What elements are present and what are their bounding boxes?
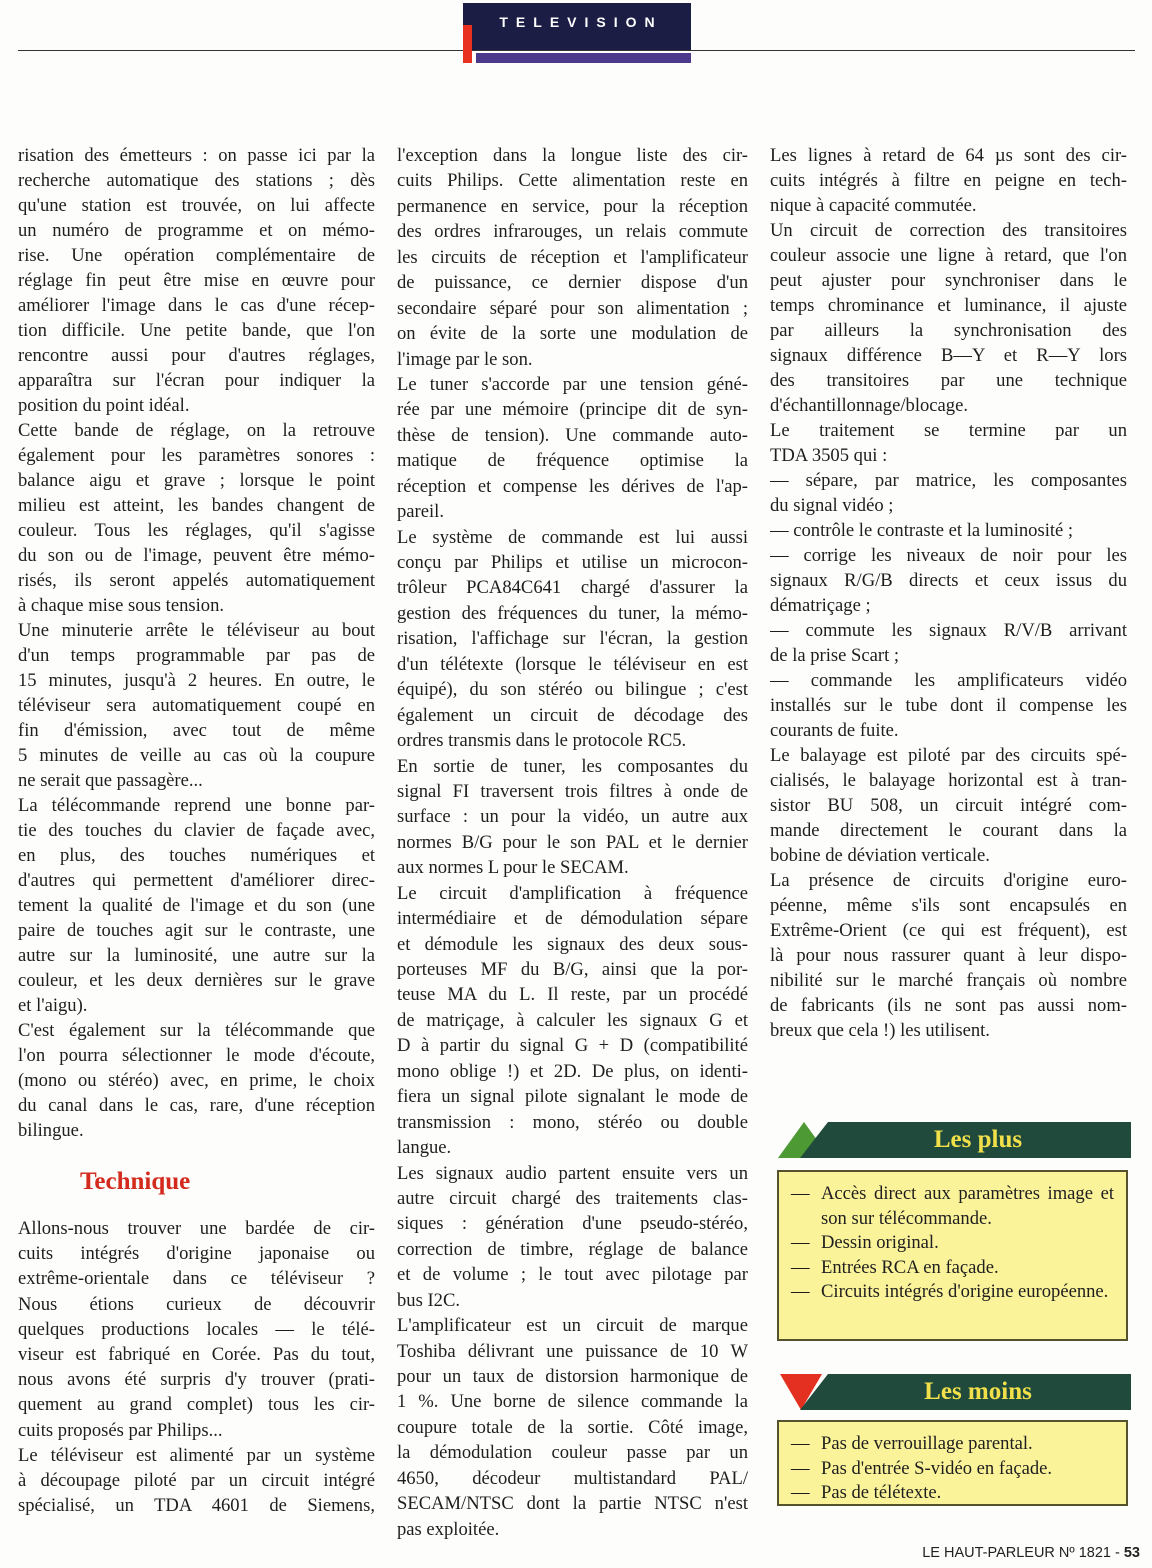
banner-red-accent — [463, 25, 472, 63]
text-line: du signal vidéo ; — [770, 495, 894, 516]
list-item-text: Circuits intégrés d'origine européenne. — [821, 1281, 1109, 1302]
text-line: du canal dans le cas, rare, d'une réception — [18, 1095, 375, 1116]
text-line: secondaire séparé pour son alimentation ; — [397, 297, 748, 319]
text-line: d'un télétexte (lorsque le téléviseur en est — [397, 653, 748, 675]
text-line: des ordres infrarouges, un relais commute — [397, 221, 748, 243]
text-line: de fabricants (ils ne sont pas aussi nom- — [770, 995, 1127, 1016]
text-line: mande directement le courant dans la — [770, 820, 1127, 841]
text-line: de puissance, ce dernier dispose d'un — [397, 272, 748, 294]
text-line: à chaque mise sous tension. — [18, 595, 225, 616]
text-line: 15 minutes, jusqu'à 2 heures. En outre, le — [18, 670, 375, 691]
dash-bullet: — — [791, 1482, 810, 1503]
text-line: (mono ou stéréo) avec, en prime, le choix — [18, 1070, 375, 1091]
text-line: couleur associe une ligne à retard, que l'on — [770, 245, 1127, 266]
list-item-text: Pas de verrouillage parental. — [821, 1433, 1033, 1454]
text-line: d'autres qui permettent d'améliorer direc- — [18, 870, 375, 891]
text-line: aux normes L pour le SECAM. — [397, 857, 629, 879]
text-line: également pour les paramètres sonores : — [18, 445, 375, 466]
text-line: quelques productions locales — le télé- — [18, 1318, 375, 1340]
text-line: ordres transmis dans le protocole RC5. — [397, 730, 687, 752]
text-line: Une minuterie arrête le téléviseur au bout — [18, 620, 375, 641]
text-line: pour un taux de distorsion harmonique de — [397, 1366, 748, 1387]
text-line: qu'une station est trouvée, on lui affecte — [18, 195, 375, 216]
text-line: par ailleurs la synchronisation des — [770, 320, 1127, 341]
text-line: là pour nous rassurer quant à leur dispo- — [770, 945, 1127, 966]
dash-bullet: — — [791, 1256, 810, 1278]
text-line: — corrige les niveaux de noir pour les — [770, 545, 1127, 566]
text-line: autre sur la luminosité, une autre sur la — [18, 945, 375, 966]
text-line: Le circuit d'amplification à fréquence — [397, 882, 748, 904]
text-line: Un circuit de correction des transitoires — [770, 220, 1127, 241]
page-number: 53 — [1123, 1545, 1140, 1561]
text-line: Extrême-Orient (ce qui est fréquent), est — [770, 920, 1127, 941]
text-line: risés, ils seront appelés automatiquement — [18, 570, 375, 591]
text-line: téléviseur sera automatiquement coupé en — [18, 695, 375, 716]
text-line: transmission : mono, stéréo ou double — [397, 1111, 748, 1133]
page-footer — [922, 1545, 1140, 1561]
text-line: recherche automatique des stations ; dès — [18, 170, 375, 191]
plus-list-item — [791, 1256, 1114, 1281]
text-line: la démodulation couleur passe par un — [397, 1442, 748, 1464]
text-line: autre circuit chargé des traitements clas- — [397, 1187, 748, 1209]
text-line: milieu est atteint, les bandes changent de — [18, 495, 375, 516]
text-line: temps chrominance et luminance, il ajuste — [770, 295, 1127, 316]
text-line: ne serait que passagère... — [18, 770, 203, 791]
text-line: équipé), du son stéréo ou bilingue ; c'est — [397, 679, 748, 701]
text-line: La présence de circuits d'origine euro- — [770, 870, 1127, 891]
text-line: viseur est fabriqué en Corée. Pas du tout, — [18, 1343, 375, 1365]
dash-bullet: — — [791, 1281, 810, 1302]
section-title: TELEVISION — [499, 14, 663, 30]
text-line: cuits intégrés à filtre en peigne en tech- — [770, 170, 1127, 191]
text-line: D à partir du signal G + D (compatibilité — [397, 1035, 748, 1057]
text-line: siques : génération d'une pseudo-stéréo, — [397, 1213, 748, 1235]
text-line: teuse MA du L. Il reste, par un procédé — [397, 984, 748, 1006]
text-line: tie des touches du clavier de façade avec, — [18, 820, 375, 841]
text-line: d'un temps programmable par pas de — [18, 645, 375, 666]
text-line: réglage fin peut être mise en œuvre pour — [18, 270, 375, 291]
list-item-text: Entrées RCA en façade. — [821, 1256, 999, 1278]
text-line: bilingue. — [18, 1120, 84, 1141]
text-line: rise. Une opération complémentaire de — [18, 245, 375, 266]
text-line: péenne, même s'ils sont encapsulés en — [770, 895, 1127, 916]
text-line: Cette bande de réglage, on la retrouve — [18, 420, 375, 441]
plus-box — [777, 1170, 1128, 1341]
text-line: L'amplificateur est un circuit de marque — [397, 1315, 748, 1337]
text-line: TDA 3505 qui : — [770, 445, 888, 466]
text-line: cuits intégrés d'origine japonaise ou — [18, 1243, 375, 1265]
text-line: améliorer l'image dans le cas d'une récep- — [18, 295, 375, 316]
text-line: les circuits de réception et l'amplificateur — [397, 246, 748, 268]
text-line: Les lignes à retard de 64 µs sont des cir- — [770, 145, 1127, 166]
text-line: cuits proposés par Philips... — [18, 1419, 223, 1441]
text-line: rée par une mémoire (principe dit de syn- — [397, 399, 748, 421]
text-line: couleur, et les deux dernières sur le grave — [18, 970, 375, 991]
text-line: également un circuit de décodage des — [397, 704, 748, 726]
text-line: spécialisé, un TDA 4601 de Siemens, — [18, 1495, 375, 1517]
text-line: signal FI traversent trois filtres à onde de — [397, 780, 748, 802]
text-line: paire de touches agit sur le contraste, une — [18, 920, 375, 941]
text-line: — sépare, par matrice, les composantes — [770, 470, 1127, 491]
text-line: surface : un pour la vidéo, un autre aux — [397, 806, 748, 828]
text-line: sistor BU 508, un circuit intégré com- — [770, 795, 1127, 816]
text-line: — contrôle le contraste et la luminosité ; — [770, 520, 1074, 541]
text-line: signaux R/G/B directs et ceux issus du — [770, 570, 1127, 591]
text-line: en plus, des touches numériques et — [18, 845, 375, 866]
text-line: intermédiaire et de démodulation sépare — [397, 908, 748, 930]
text-line: C'est également sur la télécommande que — [18, 1020, 375, 1041]
text-line: thèse de tension). Une commande auto- — [397, 424, 748, 446]
text-line: permanence en service, pour la réception — [397, 195, 748, 217]
text-line: Le balayage est piloté par des circuits spé- — [770, 745, 1127, 766]
text-line: quement au grand complet) tous les cir- — [18, 1394, 375, 1416]
column-3 — [770, 143, 1127, 1043]
moins-list-item — [791, 1432, 1114, 1457]
column-1 — [18, 143, 375, 1143]
list-item-text: Accès direct aux paramètres image et son sur télécommande. — [821, 1183, 1114, 1229]
text-line: tion difficile. Une petite bande, que l'on — [18, 320, 375, 341]
text-line: correction de timbre, réglage de balance — [397, 1238, 748, 1260]
text-line: cuits Philips. Cette alimentation reste en — [397, 170, 748, 192]
text-line: Allons-nous trouver une bardée de cir- — [18, 1218, 375, 1239]
text-line: courants de fuite. — [770, 720, 899, 741]
moins-list-item — [791, 1457, 1114, 1482]
text-line: du son ou de l'image, peuvent être mémo- — [18, 545, 375, 566]
text-line: 5 minutes de veille au cas où la coupure — [18, 745, 375, 766]
text-line: trôleur PCA84C641 chargé d'assurer la — [397, 577, 748, 599]
text-line: nous avons été surpris d'y trouver (prati- — [18, 1369, 375, 1391]
plus-list-item — [791, 1231, 1114, 1256]
text-line: Le tuner s'accorde par une tension géné- — [397, 373, 748, 395]
text-line: et l'aigu). — [18, 995, 88, 1016]
text-line: pas exploitée. — [397, 1518, 500, 1540]
text-line: d'échantillonnage/blocage. — [770, 395, 968, 416]
text-line: et de volume ; le tout avec pilotage par — [397, 1264, 748, 1286]
text-line: matique de fréquence optimise la — [397, 450, 748, 472]
text-line: l'image par le son. — [397, 348, 533, 370]
text-line: et démodule les signaux des deux sous- — [397, 933, 748, 955]
text-line: — commute les signaux R/V/B arrivant — [770, 620, 1127, 641]
text-line: apparaîtra sur l'écran pour indiquer la — [18, 370, 375, 391]
plus-list-item — [791, 1280, 1114, 1305]
text-line: l'exception dans la longue liste des cir- — [397, 145, 748, 166]
moins-box — [777, 1420, 1128, 1506]
text-line: — commande les amplificateurs vidéo — [770, 670, 1127, 691]
text-line: Les signaux audio partent ensuite vers un — [397, 1162, 748, 1184]
dash-bullet: — — [791, 1183, 810, 1204]
dash-bullet: — — [791, 1232, 810, 1253]
text-line: fiera un signal pilote signalant le mode de — [397, 1086, 748, 1108]
text-line: gestion des fréquences du tuner, la mémo- — [397, 602, 748, 624]
text-line: Le téléviseur est alimenté par un système — [18, 1444, 375, 1466]
plus-title: Les plus — [933, 1126, 1023, 1153]
text-line: rencontre aussi pour d'autres réglages, — [18, 345, 375, 366]
technique-text — [18, 1216, 375, 1518]
text-line: bus I2C. — [397, 1289, 461, 1311]
text-line: installés sur le tube dont il compense les — [770, 695, 1127, 716]
text-line: cialisés, le balayage horizontal est à tran- — [770, 770, 1127, 791]
text-line: Nous étions curieux de découvrir — [18, 1293, 375, 1315]
text-line: tement la qualité de l'image et du son (une — [18, 895, 375, 916]
text-line: bobine de déviation verticale. — [770, 845, 990, 866]
text-line: à découpage piloté par un circuit intégré — [18, 1469, 375, 1491]
text-line: de la prise Scart ; — [770, 645, 900, 666]
text-line: on évite de la sorte une modulation de — [397, 323, 748, 345]
text-line: de matriçage, à calculer les signaux G et — [397, 1009, 748, 1031]
text-line: breux que cela !) les utilisent. — [770, 1020, 990, 1041]
list-item-text: Pas d'entrée S-vidéo en façade. — [821, 1457, 1053, 1479]
text-line: Toshiba délivrant une puissance de 10 W — [397, 1340, 748, 1362]
list-item-text: Dessin original. — [821, 1232, 939, 1253]
text-line: langue. — [397, 1137, 452, 1159]
text-line: extrême-orientale dans ce téléviseur ? — [18, 1268, 375, 1290]
text-line: 4650, décodeur multistandard PAL/ — [397, 1467, 748, 1489]
text-line: risation, l'affichage sur l'écran, la gestion — [397, 628, 748, 650]
text-line: conçu par Philips et utilise un microcon- — [397, 552, 748, 573]
list-item-text: Pas de télétexte. — [821, 1482, 942, 1503]
text-line: normes B/G pour le son PAL et le dernier — [397, 831, 748, 853]
text-line: mono oblige !) et 2D. De plus, on identi- — [397, 1060, 748, 1082]
moins-title: Les moins — [924, 1378, 1032, 1405]
text-line: un numéro de programme et on mémo- — [18, 220, 375, 241]
text-line: des transitoires par une technique — [770, 370, 1127, 391]
text-line: l'on pourra sélectionner le mode d'écoute, — [18, 1045, 375, 1066]
text-line: Le traitement se termine par un — [770, 420, 1127, 441]
plus-list-item — [791, 1182, 1114, 1231]
text-line: nibilité sur le marché français où nombre — [770, 970, 1127, 991]
publication-name: LE HAUT-PARLEUR Nº 1821 - — [922, 1545, 1124, 1561]
text-line: peut ajuster pour synchroniser dans le — [770, 270, 1127, 291]
column-2 — [397, 143, 748, 1542]
text-line: balance aigu et grave ; lorsque le point — [18, 470, 375, 491]
dash-bullet: — — [791, 1457, 810, 1479]
text-line: SECAM/NTSC dont la partie NTSC n'est — [397, 1493, 748, 1515]
text-line: Le système de commande est lui aussi — [397, 526, 748, 548]
dash-bullet: — — [791, 1433, 810, 1454]
text-line: coupure totale de la sortie. Côté image, — [397, 1416, 748, 1438]
text-line: pareil. — [397, 501, 444, 523]
text-line: La télécommande reprend une bonne par- — [18, 795, 375, 816]
text-line: couleur. Tous les réglages, qu'il s'agisse — [18, 520, 375, 541]
text-line: fin d'émission, avec tout de même — [18, 720, 375, 741]
banner-purple-accent — [476, 53, 691, 63]
text-line: dématriçage ; — [770, 595, 871, 616]
text-line: 1 %. Une borne de silence commande la — [397, 1391, 748, 1413]
text-line: porteuses MF du B/G, ainsi que la por- — [397, 959, 748, 980]
text-line: position du point idéal. — [18, 395, 190, 416]
text-line: risation des émetteurs : on passe ici par la — [18, 145, 375, 166]
text-line: signaux différence B—Y et R—Y lors — [770, 345, 1127, 366]
text-line: En sortie de tuner, les composantes du — [397, 755, 748, 777]
header-rule — [18, 50, 1135, 51]
text-line: réception et compense les dérives de l'ap- — [397, 475, 748, 497]
text-line: nique à capacité commutée. — [770, 195, 977, 216]
moins-list-item — [791, 1481, 1114, 1506]
section-heading-technique: Technique — [80, 1168, 191, 1195]
